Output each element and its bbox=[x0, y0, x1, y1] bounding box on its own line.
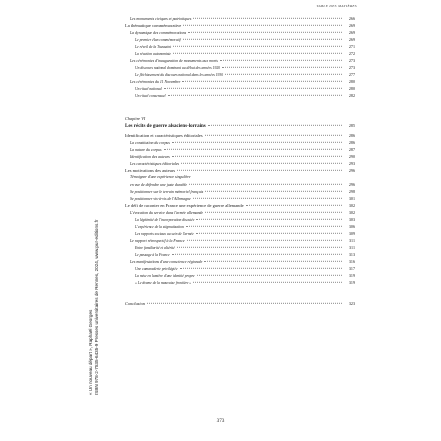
conclusion-page: 323 bbox=[348, 301, 355, 306]
dot-leader bbox=[172, 254, 342, 255]
toc-entry-title: La thématique commémorative bbox=[125, 23, 182, 28]
toc-entry-title: Le passage à la France bbox=[135, 253, 170, 257]
dot-leader bbox=[164, 88, 342, 89]
dot-leader bbox=[193, 18, 342, 19]
toc-entry bbox=[125, 238, 355, 245]
toc-entry-page: 269 bbox=[348, 30, 355, 35]
toc-entry-title: Identification et caractéristiques éditoriales bbox=[125, 133, 203, 138]
toc-entry bbox=[125, 30, 355, 37]
dot-leader bbox=[193, 198, 342, 199]
toc-entry-title: Le défi de raconter en France une expérience de guerre allemande bbox=[125, 203, 244, 208]
dot-leader bbox=[182, 81, 342, 82]
toc-entry bbox=[125, 154, 355, 161]
credit-line-2: ISBN 978-2-7535-6435-9 Presses universitaires de Rennes, 2024, www.pur-editions.fr bbox=[94, 219, 99, 395]
dot-leader bbox=[172, 142, 342, 143]
toc-entry-page: 317 bbox=[348, 266, 355, 271]
toc-entry bbox=[125, 182, 355, 189]
toc-entry-title: en vue de défendre une juste durable bbox=[130, 183, 188, 187]
chapter-title-row bbox=[125, 123, 355, 130]
toc-entry bbox=[125, 203, 355, 210]
toc-entry-page: 303 bbox=[348, 217, 355, 222]
toc-entry-page: 290 bbox=[348, 154, 355, 159]
toc-entry-page: 273 bbox=[348, 65, 355, 70]
toc-entry-page: 302 bbox=[348, 203, 355, 208]
dot-leader bbox=[186, 226, 342, 227]
toc-entry bbox=[125, 210, 355, 217]
toc-entry-page: 311 bbox=[349, 238, 355, 243]
toc-entry-title: Les manifestations d'une conscience régionale bbox=[130, 260, 203, 264]
toc-entry-title: La nature du corpus bbox=[130, 148, 162, 152]
toc-entry-title: Entre familiarité et altérité bbox=[135, 246, 175, 250]
toc-entry-title: Les monuments civiques et patriotiques bbox=[130, 17, 192, 21]
toc-entry-page: 309 bbox=[348, 231, 355, 236]
toc-entry bbox=[125, 273, 355, 280]
side-credit bbox=[88, 220, 100, 395]
dot-leader bbox=[173, 53, 342, 54]
toc-entry bbox=[125, 161, 355, 168]
toc-entry-title: Les cérémonies du 11 Novembre bbox=[130, 80, 181, 84]
toc-entry-page: 301 bbox=[348, 196, 355, 201]
toc-entry bbox=[125, 245, 355, 252]
toc-entry-title: Témoigner d'une expérience singulière bbox=[130, 175, 191, 179]
toc-entry-title: La constitution du corpus bbox=[130, 141, 170, 145]
dot-leader bbox=[168, 95, 342, 96]
dot-leader bbox=[177, 247, 342, 248]
toc-entry-title: La mise en lumière d'une identité propre bbox=[135, 274, 195, 278]
toc-entry bbox=[125, 266, 355, 273]
dot-leader bbox=[222, 67, 342, 68]
toc-entry-page: 313 bbox=[348, 252, 355, 257]
dot-leader bbox=[197, 275, 342, 276]
toc-entry-page: 319 bbox=[348, 280, 355, 285]
dot-leader bbox=[246, 205, 342, 206]
toc-entry-title: L'évocation du service dans l'armée allemande bbox=[130, 211, 204, 215]
toc-entry bbox=[125, 224, 355, 231]
page-number: 373 bbox=[216, 418, 225, 424]
toc-entry bbox=[125, 133, 355, 140]
toc-entry bbox=[125, 44, 355, 51]
chapter-label: Chapitre VI bbox=[125, 116, 146, 121]
toc-entry-page: 319 bbox=[348, 273, 355, 278]
toc-entry bbox=[125, 259, 355, 266]
toc-entry-title: Un rituel consensuel bbox=[135, 94, 166, 98]
toc-entry bbox=[125, 16, 355, 23]
toc-entry-title: Un rituel national bbox=[135, 87, 162, 91]
toc-entry-title: La réaction autonomiste bbox=[135, 52, 172, 56]
toc-entry-title: Les cérémonies d'inauguration de monuments aux morts bbox=[130, 59, 218, 63]
toc-entry-title: Se positionner vis-à-vis de l'Allemagne bbox=[130, 197, 191, 201]
dot-leader bbox=[147, 303, 342, 304]
dot-leader bbox=[208, 125, 342, 126]
toc-entry-page: 293 bbox=[348, 161, 355, 166]
toc-entry-page: 311 bbox=[349, 245, 355, 250]
dot-leader bbox=[172, 156, 342, 157]
toc-entry-page: 287 bbox=[348, 147, 355, 152]
toc-entry-page: 282 bbox=[348, 93, 355, 98]
toc-entry-page: 273 bbox=[348, 58, 355, 63]
dot-leader bbox=[164, 149, 342, 150]
toc-entry bbox=[125, 217, 355, 224]
dot-leader bbox=[205, 212, 342, 213]
toc-entry-title: La légitimité de l'incorporation discutée bbox=[135, 218, 195, 222]
toc-entry-page: 296 bbox=[348, 182, 355, 187]
dot-leader bbox=[204, 261, 342, 262]
dot-leader bbox=[189, 184, 342, 185]
dot-leader bbox=[180, 268, 342, 269]
toc-entry bbox=[125, 252, 355, 259]
chapter-page: 285 bbox=[348, 123, 355, 128]
toc-entry bbox=[125, 196, 355, 203]
dot-leader bbox=[177, 170, 342, 171]
toc-section-chapter bbox=[125, 133, 355, 287]
toc-entry bbox=[125, 51, 355, 58]
toc-entry bbox=[125, 23, 355, 30]
toc-entry-title: Un discours national dominant au début des années 1920 bbox=[135, 66, 221, 70]
toc-entry bbox=[125, 79, 355, 86]
toc-entry-title: L'expérience de la stigmatisation bbox=[135, 225, 184, 229]
dot-leader bbox=[193, 282, 342, 283]
dot-leader bbox=[205, 191, 342, 192]
toc-entry-title: Se positionner sur le terrain mémoriel français bbox=[130, 190, 204, 194]
dot-leader bbox=[220, 60, 342, 61]
toc-entry bbox=[125, 189, 355, 196]
table-of-contents bbox=[125, 16, 355, 308]
toc-entry-page: 266 bbox=[348, 16, 355, 21]
toc-entry-page: 271 bbox=[348, 44, 355, 49]
toc-entry-page: 269 bbox=[348, 23, 355, 28]
toc-entry-page: 280 bbox=[348, 86, 355, 91]
toc-entry bbox=[125, 58, 355, 65]
dot-leader bbox=[183, 25, 342, 26]
dot-leader bbox=[188, 32, 342, 33]
chapter-title: Les récits de guerre alsaciens-lorrains bbox=[125, 124, 206, 129]
toc-entry bbox=[125, 168, 355, 175]
toc-entry-page: 269 bbox=[348, 37, 355, 42]
conclusion-title: Conclusion bbox=[125, 301, 146, 306]
toc-entry-title: Le premier élan commémoratif bbox=[135, 38, 181, 42]
toc-entry-page: 277 bbox=[348, 72, 355, 77]
dot-leader bbox=[183, 39, 342, 40]
toc-entry bbox=[125, 147, 355, 154]
toc-entry-page: 286 bbox=[348, 133, 355, 138]
toc-entry-title: « Le drame de la mauvaise frontière » bbox=[135, 281, 192, 285]
toc-entry-title: Les rapports sociaux au sein de l'armée bbox=[135, 232, 194, 236]
toc-entry bbox=[125, 65, 355, 72]
toc-entry bbox=[125, 37, 355, 44]
dot-leader bbox=[173, 46, 342, 47]
toc-entry-page: 302 bbox=[348, 210, 355, 215]
toc-entry-title: La dynamique des commémorations bbox=[130, 31, 187, 35]
toc-entry-page: 280 bbox=[348, 79, 355, 84]
toc-entry-page: 298 bbox=[348, 189, 355, 194]
toc-entry-title: Identification des auteurs bbox=[130, 155, 170, 159]
conclusion-row bbox=[125, 301, 355, 308]
toc-entry-page: 316 bbox=[348, 259, 355, 264]
toc-entry-title: Une camaraderie privilégiée bbox=[135, 267, 178, 271]
dot-leader bbox=[196, 219, 342, 220]
toc-entry-page: 286 bbox=[348, 140, 355, 145]
toc-entry bbox=[125, 231, 355, 238]
toc-section-top bbox=[125, 16, 355, 100]
dot-leader bbox=[181, 163, 342, 164]
toc-entry-page: 306 bbox=[348, 224, 355, 229]
toc-entry bbox=[125, 280, 355, 287]
toc-entry-page: 296 bbox=[348, 168, 355, 173]
toc-entry-title: Le réveil de la Toussaint bbox=[135, 45, 172, 49]
toc-entry bbox=[125, 86, 355, 93]
dot-leader bbox=[225, 74, 342, 75]
toc-entry-page: 272 bbox=[348, 51, 355, 56]
toc-entry-title: Les motivations des auteurs bbox=[125, 168, 176, 173]
toc-entry bbox=[125, 175, 355, 182]
credit-line-1: « Un nouveau départ », Raphaël Georges bbox=[88, 309, 93, 395]
toc-entry bbox=[125, 93, 355, 100]
toc-entry bbox=[125, 72, 355, 79]
toc-entry bbox=[125, 140, 355, 147]
running-head: TABLE DES MATIÈRES bbox=[316, 4, 357, 8]
toc-entry-title: Le fléchissement du discours national dans les années 1930 bbox=[135, 73, 224, 77]
dot-leader bbox=[187, 240, 342, 241]
dot-leader bbox=[205, 135, 342, 136]
dot-leader bbox=[196, 233, 342, 234]
toc-entry-title: Les caractéristiques éditoriales bbox=[130, 162, 180, 166]
toc-entry-title: Le rapport rétrospectif à la France bbox=[130, 239, 185, 243]
